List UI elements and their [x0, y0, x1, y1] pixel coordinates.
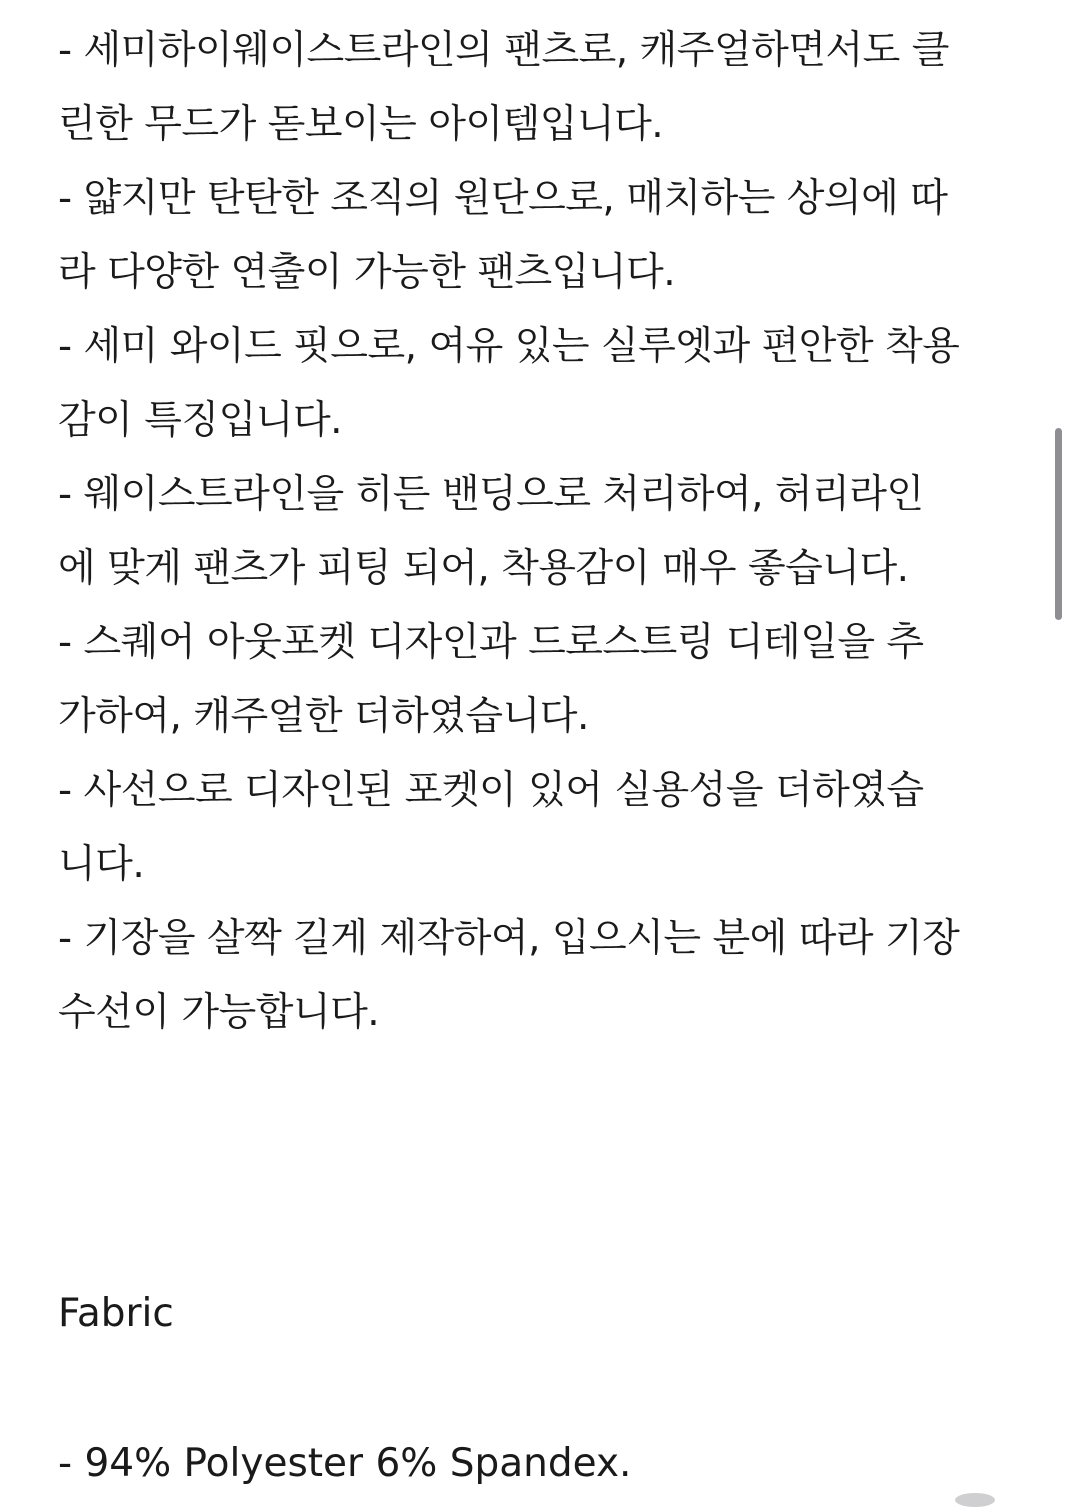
scrollbar-thumb[interactable] — [1055, 428, 1062, 620]
description-line: 니다. — [58, 842, 145, 887]
description-line: 수선이 가능합니다. — [58, 990, 380, 1035]
vertical-scrollbar[interactable] — [1051, 0, 1071, 1500]
description-line: - 기장을 살짝 길게 제작하여, 입으시는 분에 따라 기장 — [58, 916, 960, 961]
description-line: 린한 무드가 돋보이는 아이템입니다. — [58, 102, 664, 147]
description-line: 에 맞게 팬츠가 피팅 되어, 착용감이 매우 좋습니다. — [58, 546, 909, 591]
description-line: 가하여, 캐주얼한 더하였습니다. — [58, 694, 589, 739]
description-line: - 얇지만 탄탄한 조직의 원단으로, 매치하는 상의에 따 — [58, 176, 948, 221]
description-line: 라 다양한 연출이 가능한 팬츠입니다. — [58, 250, 676, 295]
description-line: - 스퀘어 아웃포켓 디자인과 드로스트링 디테일을 추 — [58, 620, 924, 665]
product-description — [58, 14, 1018, 1050]
fabric-composition: - 94% Polyester 6% Spandex. — [58, 1441, 632, 1486]
fabric-heading: Fabric — [58, 1291, 174, 1336]
partial-element-edge — [955, 1493, 995, 1507]
description-line: 감이 특징입니다. — [58, 398, 343, 443]
description-line: - 세미 와이드 핏으로, 여유 있는 실루엣과 편안한 착용 — [58, 324, 960, 369]
description-line: - 사선으로 디자인된 포켓이 있어 실용성을 더하였습 — [58, 768, 924, 813]
description-line: - 웨이스트라인을 히든 밴딩으로 처리하여, 허리라인 — [58, 472, 924, 517]
description-line: - 세미하이웨이스트라인의 팬츠로, 캐주얼하면서도 클 — [58, 28, 949, 73]
